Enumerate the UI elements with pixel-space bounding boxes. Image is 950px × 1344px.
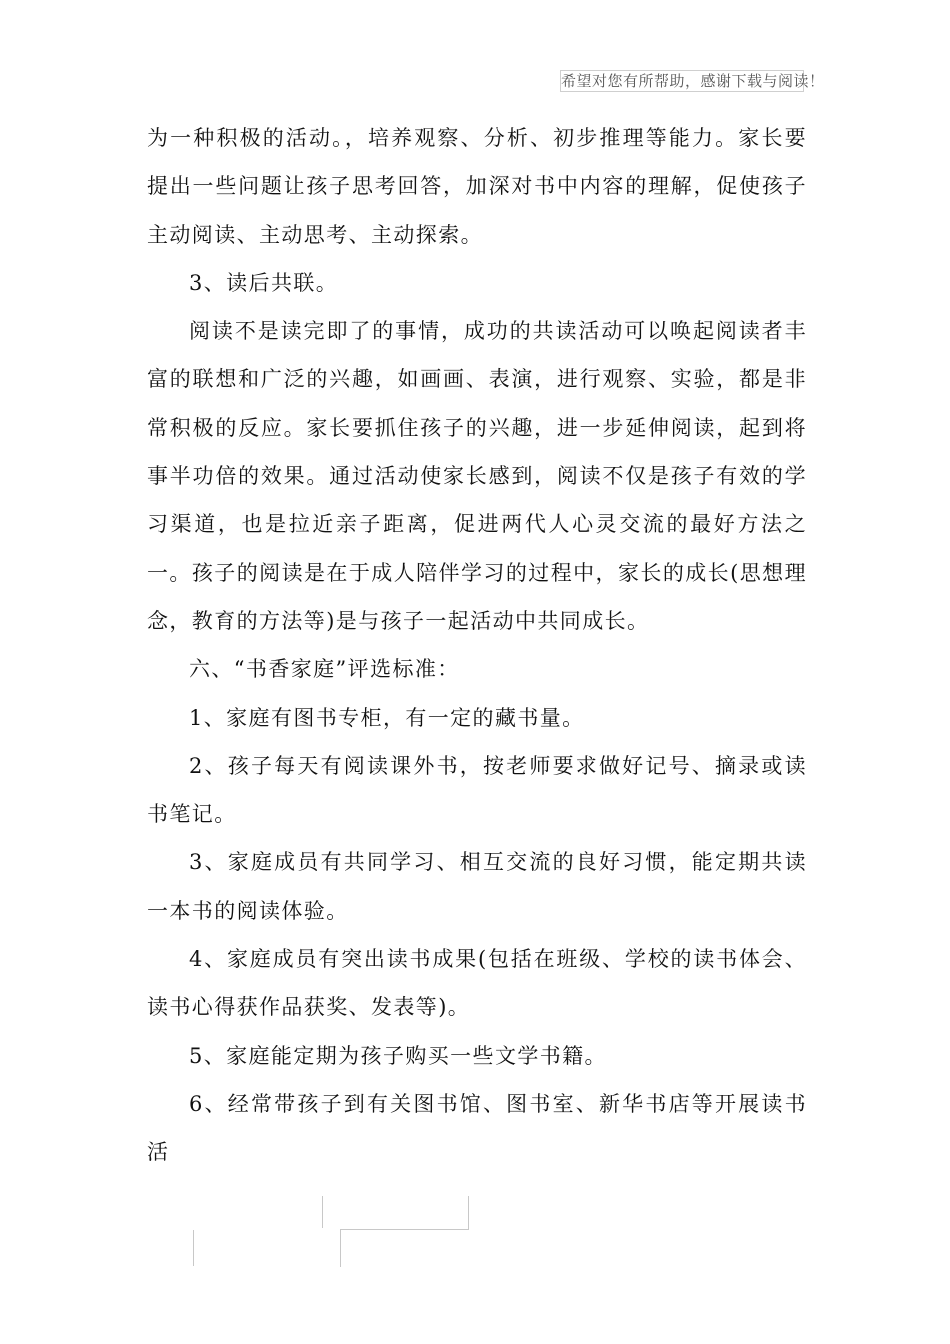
- header-note: 希望对您有所帮助，感谢下载与阅读！: [561, 72, 825, 90]
- criterion-5: 5、家庭能定期为孩子购买一些文学书籍。: [189, 1043, 607, 1068]
- paragraph-3: 阅读不是读完即了的事情，成功的共读活动可以唤起阅读者丰富的联想和广泛的兴趣，如画画、表演，进行观察、实验，都是非常积极的反应。家长要抓住孩子的兴趣，进一步延伸阅读，起到将事半功倍的效果。通过活动使家长感到，阅读不仅是孩子有效的学习渠道，也是拉近亲子距离，促进两代人心灵交流的最好方法之一。孩子的阅读是在于成人陪伴学习的过程中，家长的成长(思想理念，教育的方法等)是与孩子一起活动中共同成长。: [147, 319, 807, 633]
- paragraph-2-heading: 3、读后共联。: [189, 270, 339, 295]
- section-heading-six: 六、“书香家庭”评选标准：: [189, 657, 460, 682]
- divider-line: [340, 1229, 341, 1267]
- document-body: [147, 114, 807, 1177]
- criterion-4: 4、家庭成员有突出读书成果(包括在班级、学校的读书体会、读书心得获作品获奖、发表等)。: [147, 947, 807, 1020]
- paragraph-1: 为一种积极的活动。，培养观察、分析、初步推理等能力。家长要提出一些问题让孩子思考回答，加深对书中内容的理解，促使孩子主动阅读、主动思考、主动探索。: [147, 126, 807, 247]
- divider-line: [468, 1196, 469, 1230]
- divider-line: [322, 1196, 323, 1228]
- criterion-1: 1、家庭有图书专柜，有一定的藏书量。: [189, 705, 585, 730]
- divider-line: [193, 1230, 194, 1266]
- divider-line: [340, 1229, 469, 1230]
- criterion-2: 2、孩子每天有阅读课外书，按老师要求做好记号、摘录或读书笔记。: [147, 753, 807, 827]
- criterion-3: 3、家庭成员有共同学习、相互交流的良好习惯，能定期共读一本书的阅读体验。: [147, 850, 807, 923]
- criterion-6: 6、经常带孩子到有关图书馆、图书室、新华书店等开展读书活: [147, 1091, 807, 1165]
